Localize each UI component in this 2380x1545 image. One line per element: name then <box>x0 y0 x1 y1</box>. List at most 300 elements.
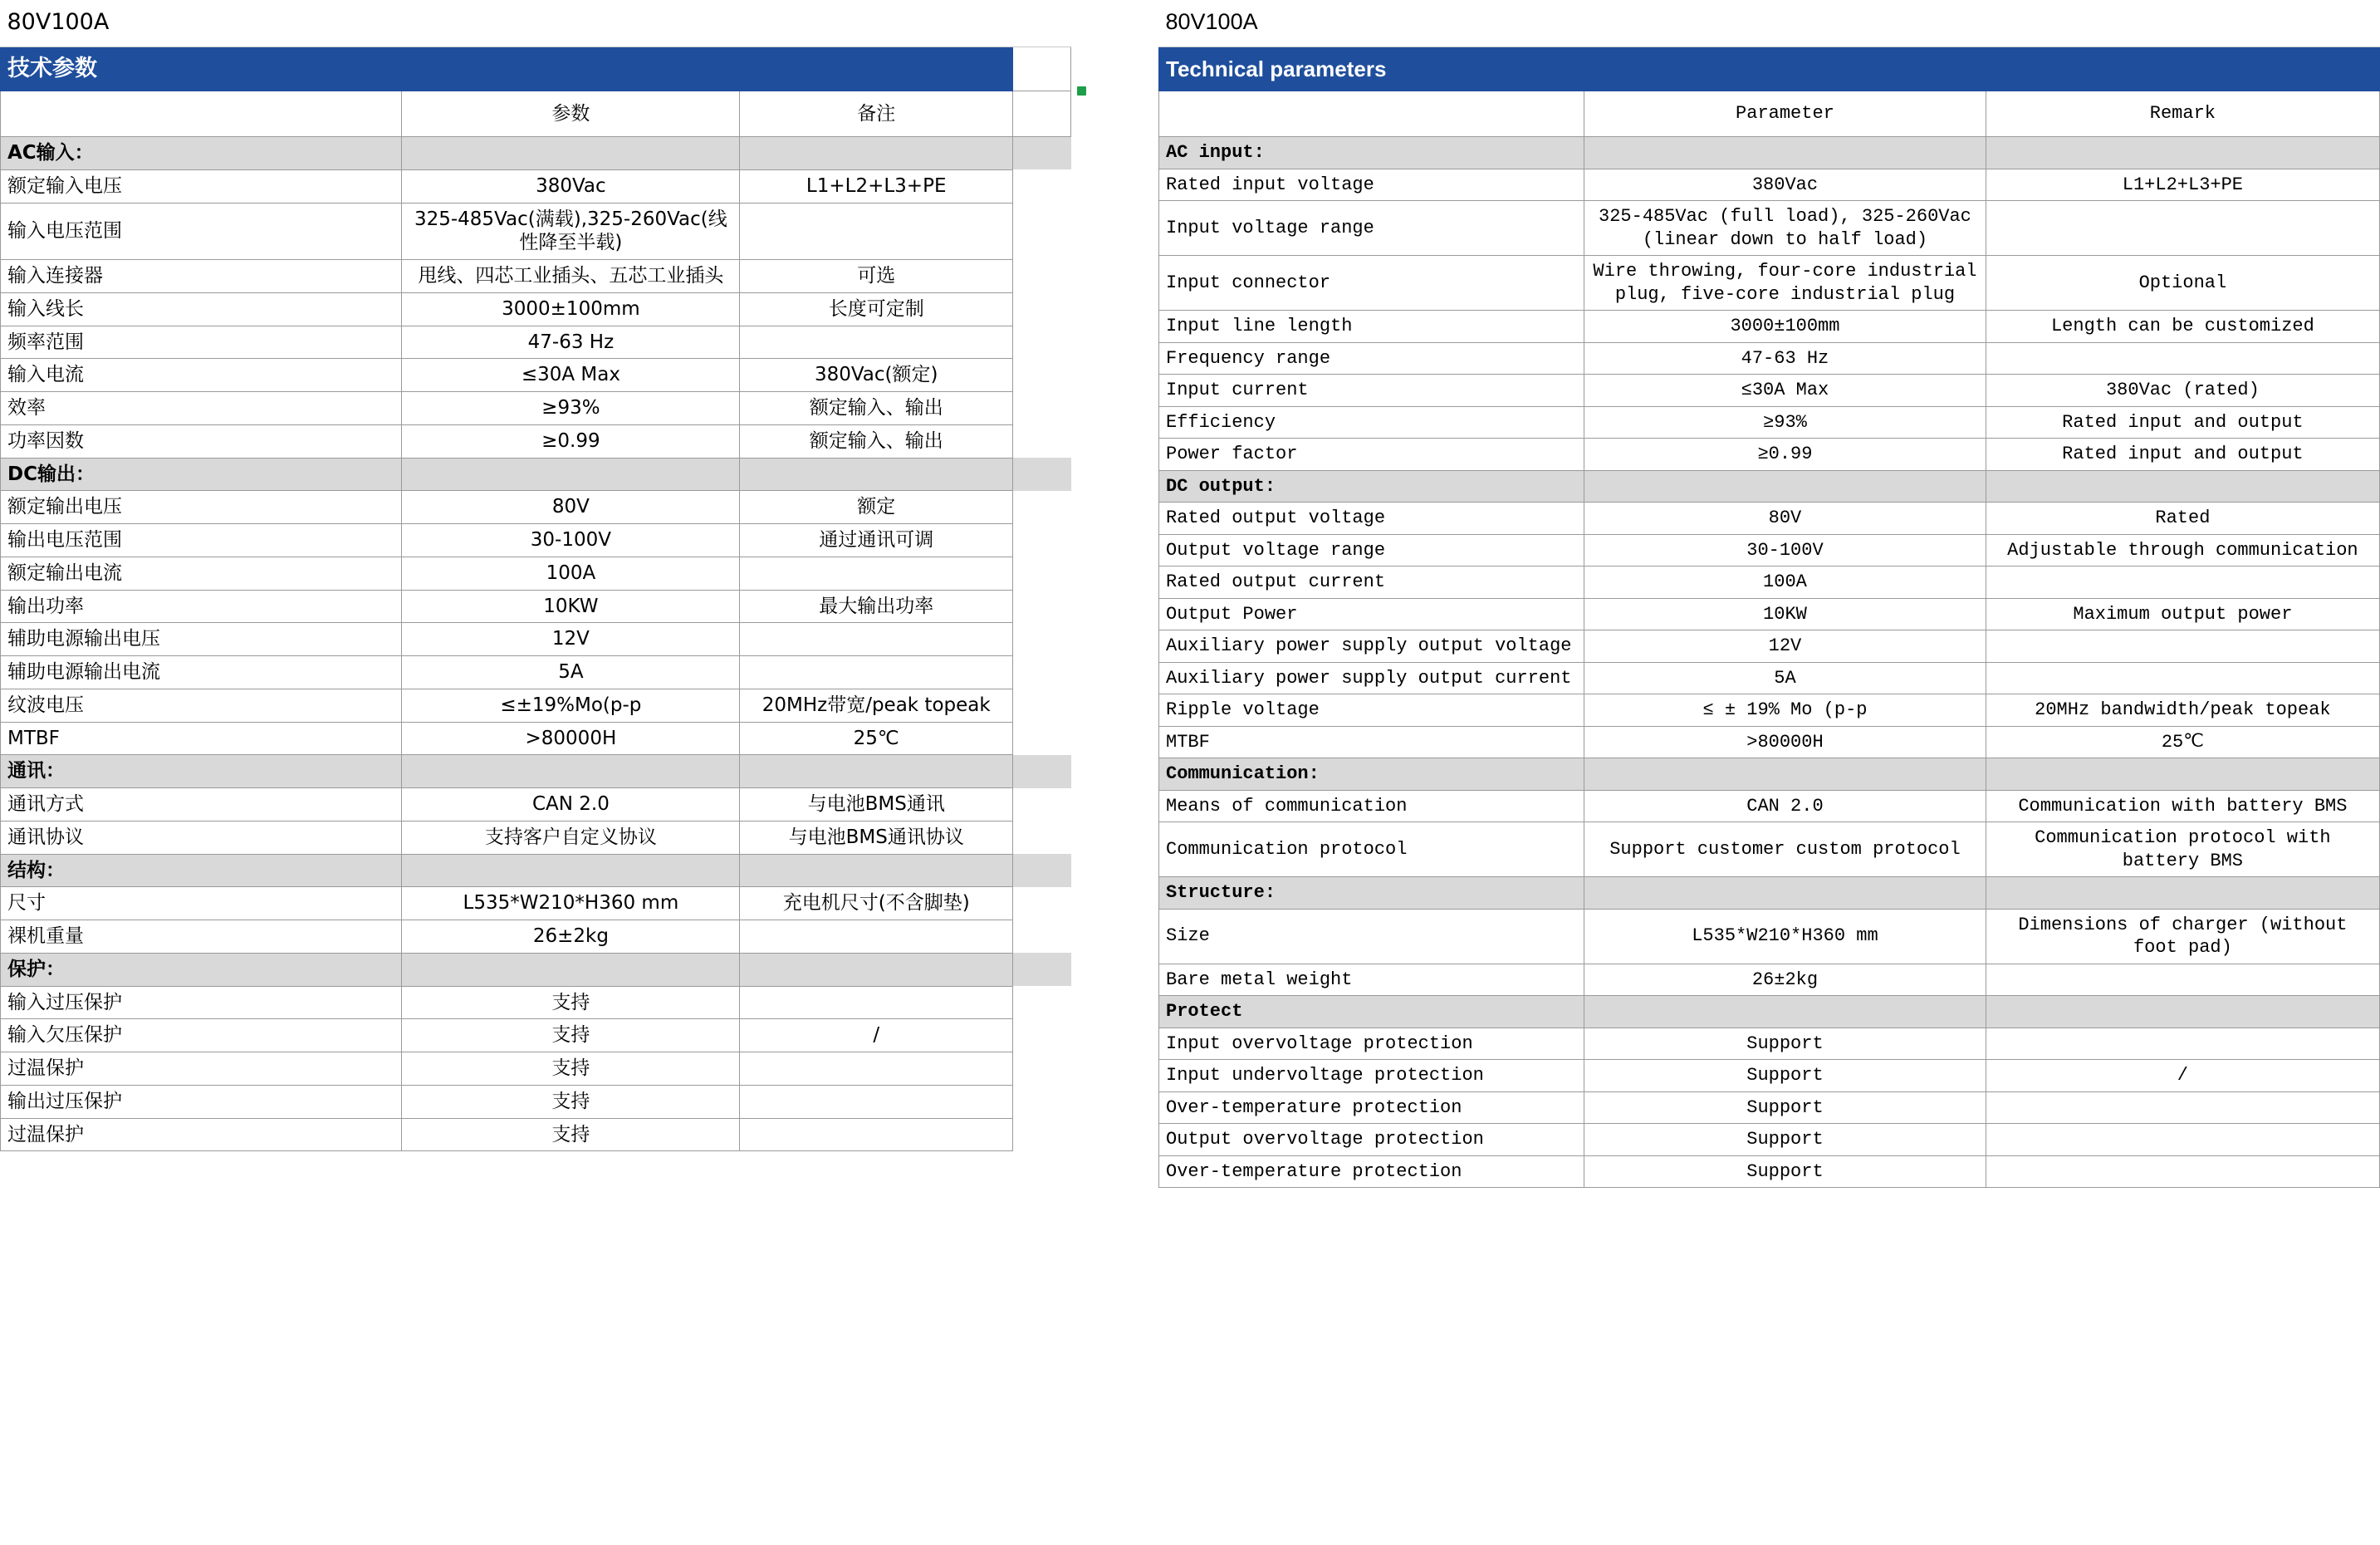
english-column-header-row <box>1159 91 2380 137</box>
row-remark: 与电池BMS通讯协议 <box>740 821 1013 854</box>
row-label: Over-temperature protection <box>1159 1155 1584 1188</box>
table-row <box>1 590 1071 623</box>
table-row <box>1 203 1071 260</box>
table-row <box>1159 790 2380 822</box>
row-spacer-cell <box>1013 953 1071 986</box>
section-label: 结构： <box>1 854 402 887</box>
row-label: Output overvoltage protection <box>1159 1124 1584 1156</box>
row-remark: 20MHz bandwidth/peak topeak <box>1986 694 2379 727</box>
row-spacer-cell <box>1013 1085 1071 1118</box>
row-label: 额定输出电流 <box>1 557 402 590</box>
row-spacer-cell <box>1013 854 1071 887</box>
row-label: MTBF <box>1159 726 1584 758</box>
section-row <box>1 953 1071 986</box>
row-remark <box>1986 630 2379 663</box>
row-remark: 与电池BMS通讯 <box>740 788 1013 822</box>
row-label: Rated input voltage <box>1159 169 1584 201</box>
row-label: Communication protocol <box>1159 822 1584 877</box>
row-remark <box>1986 1091 2379 1124</box>
row-parameter: 5A <box>402 656 740 689</box>
row-remark: 通过通讯可调 <box>740 524 1013 557</box>
row-remark <box>1986 201 2379 256</box>
row-parameter: ≤30A Max <box>402 359 740 392</box>
row-label: 输入电流 <box>1 359 402 392</box>
english-title-row <box>1159 0 2380 47</box>
row-parameter: 380Vac <box>1584 169 1986 201</box>
row-remark: 可选 <box>740 260 1013 293</box>
row-parameter: 3000±100mm <box>402 292 740 326</box>
row-label: Frequency range <box>1159 342 1584 375</box>
table-row <box>1159 406 2380 439</box>
row-remark: Rated <box>1986 503 2379 535</box>
table-row <box>1159 439 2380 471</box>
table-row <box>1 689 1071 722</box>
row-parameter: 支持 <box>402 1019 740 1052</box>
table-row <box>1159 566 2380 599</box>
section-param-cell <box>402 854 740 887</box>
row-spacer-cell <box>1013 203 1071 260</box>
row-label: 尺寸 <box>1 887 402 920</box>
section-row <box>1159 996 2380 1028</box>
section-label: AC input: <box>1159 137 1584 169</box>
table-row <box>1 1085 1071 1118</box>
section-label: Structure: <box>1159 877 1584 910</box>
row-remark <box>1986 566 2379 599</box>
chinese-spec-table <box>0 0 1071 1151</box>
chinese-header-band-row <box>1 47 1071 91</box>
table-row <box>1 1118 1071 1151</box>
chinese-title-blank-3 <box>1013 0 1071 47</box>
row-remark <box>740 986 1013 1019</box>
row-label: 额定输出电压 <box>1 491 402 524</box>
section-row <box>1 458 1071 491</box>
row-parameter: Support <box>1584 1028 1986 1060</box>
row-spacer-cell <box>1013 887 1071 920</box>
row-parameter: CAN 2.0 <box>402 788 740 822</box>
chinese-model-title: 80V100A <box>1 0 402 47</box>
row-parameter: 100A <box>402 557 740 590</box>
row-parameter: ≥0.99 <box>402 424 740 458</box>
row-remark: Communication protocol with battery BMS <box>1986 822 2379 877</box>
row-label: 输入电压范围 <box>1 203 402 260</box>
section-label: 通讯： <box>1 755 402 788</box>
row-label: Input line length <box>1159 311 1584 343</box>
row-spacer-cell <box>1013 590 1071 623</box>
row-parameter: Support <box>1584 1155 1986 1188</box>
row-parameter: 甩线、四芯工业插头、五芯工业插头 <box>402 260 740 293</box>
row-remark <box>740 1052 1013 1086</box>
section-row <box>1159 470 2380 503</box>
row-parameter: 支持 <box>402 986 740 1019</box>
section-param-cell <box>402 458 740 491</box>
row-parameter: L535*W210*H360 mm <box>1584 909 1986 964</box>
row-parameter: 10KW <box>1584 598 1986 630</box>
row-parameter: ≥0.99 <box>1584 439 1986 471</box>
row-label: Auxiliary power supply output voltage <box>1159 630 1584 663</box>
section-remark-cell <box>1986 996 2379 1028</box>
chinese-title-blank-1 <box>402 0 740 47</box>
row-remark: 额定输入、输出 <box>740 392 1013 425</box>
table-row <box>1159 1124 2380 1156</box>
section-param-cell <box>1584 470 1986 503</box>
row-parameter: 支持 <box>402 1085 740 1118</box>
chinese-table-body <box>1 0 1071 1151</box>
row-remark: Maximum output power <box>1986 598 2379 630</box>
chinese-header-band-label: 技术参数 <box>1 47 1013 91</box>
section-remark-cell <box>1986 758 2379 791</box>
row-parameter: 26±2kg <box>1584 964 1986 996</box>
row-remark: 20MHz带宽/peak topeak <box>740 689 1013 722</box>
table-row <box>1 920 1071 954</box>
english-header-band-row <box>1159 47 2380 91</box>
chinese-title-blank-2 <box>740 0 1013 47</box>
row-parameter: 30-100V <box>402 524 740 557</box>
english-table-body <box>1159 0 2380 1188</box>
table-row <box>1159 1028 2380 1060</box>
row-spacer-cell <box>1013 557 1071 590</box>
row-label: 额定输入电压 <box>1 169 402 203</box>
row-remark: Length can be customized <box>1986 311 2379 343</box>
row-remark: / <box>740 1019 1013 1052</box>
row-remark <box>740 656 1013 689</box>
table-row <box>1 623 1071 656</box>
section-remark-cell <box>740 953 1013 986</box>
row-spacer-cell <box>1013 1052 1071 1086</box>
table-row <box>1159 1091 2380 1124</box>
table-row <box>1159 311 2380 343</box>
row-label: 辅助电源输出电流 <box>1 656 402 689</box>
row-label: Rated output current <box>1159 566 1584 599</box>
row-remark: 充电机尺寸(不含脚垫) <box>740 887 1013 920</box>
row-label: Input current <box>1159 375 1584 407</box>
row-remark <box>740 326 1013 359</box>
section-label: DC输出： <box>1 458 402 491</box>
green-marker-icon <box>1077 86 1086 96</box>
section-param-cell <box>1584 996 1986 1028</box>
row-label: 输入过压保护 <box>1 986 402 1019</box>
table-row <box>1 169 1071 203</box>
section-param-cell <box>1584 877 1986 910</box>
row-label: Input voltage range <box>1159 201 1584 256</box>
section-remark-cell <box>740 458 1013 491</box>
row-label: Ripple voltage <box>1159 694 1584 727</box>
row-remark: Dimensions of charger (without foot pad) <box>1986 909 2379 964</box>
chinese-colhead-parameter: 参数 <box>402 91 740 137</box>
table-row <box>1 424 1071 458</box>
table-row <box>1159 630 2380 663</box>
row-parameter: Support <box>1584 1091 1986 1124</box>
section-row <box>1159 137 2380 169</box>
table-row <box>1 788 1071 822</box>
section-label: Communication: <box>1159 758 1584 791</box>
row-parameter: Support <box>1584 1060 1986 1092</box>
row-label: Output voltage range <box>1159 534 1584 566</box>
row-remark <box>1986 342 2379 375</box>
table-row <box>1159 375 2380 407</box>
row-label: MTBF <box>1 722 402 755</box>
row-label: 通讯协议 <box>1 821 402 854</box>
row-parameter: 325-485Vac (full load), 325-260Vac (linear down to half load) <box>1584 201 1986 256</box>
table-row <box>1159 822 2380 877</box>
chinese-colhead-spacer <box>1013 91 1071 137</box>
row-spacer-cell <box>1013 920 1071 954</box>
row-parameter: 26±2kg <box>402 920 740 954</box>
table-row <box>1 821 1071 854</box>
row-parameter: Wire throwing, four-core industrial plug, five-core industrial plug <box>1584 256 1986 311</box>
row-remark: / <box>1986 1060 2379 1092</box>
section-label: AC输入： <box>1 137 402 170</box>
row-remark: 额定 <box>740 491 1013 524</box>
english-title-blank-2 <box>1986 0 2379 47</box>
english-colhead-remark: Remark <box>1986 91 2379 137</box>
row-remark: 长度可定制 <box>740 292 1013 326</box>
row-remark <box>740 1085 1013 1118</box>
row-label: 频率范围 <box>1 326 402 359</box>
row-remark: 25℃ <box>1986 726 2379 758</box>
row-remark: Rated input and output <box>1986 439 2379 471</box>
row-label: Input undervoltage protection <box>1159 1060 1584 1092</box>
english-title-blank-1 <box>1584 0 1986 47</box>
row-parameter: 10KW <box>402 590 740 623</box>
table-row <box>1159 598 2380 630</box>
row-remark: L1+L2+L3+PE <box>740 169 1013 203</box>
table-row <box>1 557 1071 590</box>
row-parameter: 80V <box>402 491 740 524</box>
table-row <box>1159 169 2380 201</box>
row-spacer-cell <box>1013 722 1071 755</box>
table-row <box>1 722 1071 755</box>
row-label: 输入线长 <box>1 292 402 326</box>
table-row <box>1 260 1071 293</box>
row-remark <box>1986 1155 2379 1188</box>
row-label: 辅助电源输出电压 <box>1 623 402 656</box>
row-parameter: ≤±19%Mo(p-p <box>402 689 740 722</box>
section-param-cell <box>1584 758 1986 791</box>
row-remark <box>1986 1124 2379 1156</box>
section-label: Protect <box>1159 996 1584 1028</box>
row-remark: 最大输出功率 <box>740 590 1013 623</box>
section-label: DC output: <box>1159 470 1584 503</box>
row-parameter: 47-63 Hz <box>1584 342 1986 375</box>
row-remark <box>1986 1028 2379 1060</box>
section-remark-cell <box>1986 877 2379 910</box>
table-row <box>1 524 1071 557</box>
row-remark: Communication with battery BMS <box>1986 790 2379 822</box>
english-colhead-parameter: Parameter <box>1584 91 1986 137</box>
english-spec-panel <box>1158 0 2380 1188</box>
row-label: 效率 <box>1 392 402 425</box>
row-label: Means of communication <box>1159 790 1584 822</box>
row-parameter: L535*W210*H360 mm <box>402 887 740 920</box>
row-label: 过温保护 <box>1 1118 402 1151</box>
table-row <box>1 656 1071 689</box>
row-label: 过温保护 <box>1 1052 402 1086</box>
table-row <box>1 986 1071 1019</box>
section-param-cell <box>402 953 740 986</box>
table-row <box>1 491 1071 524</box>
section-remark-cell <box>740 854 1013 887</box>
table-row <box>1 359 1071 392</box>
row-spacer-cell <box>1013 169 1071 203</box>
table-row <box>1159 662 2380 694</box>
row-label: 输出功率 <box>1 590 402 623</box>
section-param-cell <box>402 137 740 170</box>
row-parameter: 325-485Vac(满载),325-260Vac(线性降至半载) <box>402 203 740 260</box>
row-spacer-cell <box>1013 821 1071 854</box>
row-label: 通讯方式 <box>1 788 402 822</box>
section-param-cell <box>402 755 740 788</box>
row-spacer-cell <box>1013 292 1071 326</box>
row-remark: 25℃ <box>740 722 1013 755</box>
table-row <box>1 392 1071 425</box>
row-label: Input connector <box>1159 256 1584 311</box>
english-model-title: 80V100A <box>1159 0 1584 47</box>
row-remark: Adjustable through communication <box>1986 534 2379 566</box>
row-parameter: 支持 <box>402 1118 740 1151</box>
section-row <box>1 854 1071 887</box>
section-row <box>1159 877 2380 910</box>
row-parameter: >80000H <box>1584 726 1986 758</box>
chinese-spec-panel <box>0 0 1071 1151</box>
row-spacer-cell <box>1013 524 1071 557</box>
row-parameter: 80V <box>1584 503 1986 535</box>
row-spacer-cell <box>1013 689 1071 722</box>
row-spacer-cell <box>1013 424 1071 458</box>
row-parameter: 47-63 Hz <box>402 326 740 359</box>
row-remark <box>740 203 1013 260</box>
row-label: Output Power <box>1159 598 1584 630</box>
row-label: Bare metal weight <box>1159 964 1584 996</box>
row-parameter: ≥93% <box>1584 406 1986 439</box>
row-parameter: Support customer custom protocol <box>1584 822 1986 877</box>
section-row <box>1 137 1071 170</box>
chinese-header-band-spacer <box>1013 47 1071 91</box>
row-label: Efficiency <box>1159 406 1584 439</box>
table-row <box>1 326 1071 359</box>
table-row <box>1159 964 2380 996</box>
section-row <box>1159 758 2380 791</box>
row-parameter: ≥93% <box>402 392 740 425</box>
row-remark <box>740 920 1013 954</box>
row-label: 输出过压保护 <box>1 1085 402 1118</box>
chinese-colhead-blank <box>1 91 402 137</box>
row-parameter: 支持客户自定义协议 <box>402 821 740 854</box>
row-remark <box>740 557 1013 590</box>
table-row <box>1159 1060 2380 1092</box>
table-row <box>1 1019 1071 1052</box>
section-remark-cell <box>1986 470 2379 503</box>
row-parameter: 100A <box>1584 566 1986 599</box>
row-spacer-cell <box>1013 458 1071 491</box>
table-row <box>1159 342 2380 375</box>
table-row <box>1 292 1071 326</box>
row-remark <box>1986 964 2379 996</box>
row-spacer-cell <box>1013 491 1071 524</box>
row-label: 纹波电压 <box>1 689 402 722</box>
table-row <box>1159 534 2380 566</box>
row-spacer-cell <box>1013 359 1071 392</box>
row-remark: L1+L2+L3+PE <box>1986 169 2379 201</box>
row-parameter: >80000H <box>402 722 740 755</box>
chinese-title-row <box>1 0 1071 47</box>
row-spacer-cell <box>1013 788 1071 822</box>
row-label: Input overvoltage protection <box>1159 1028 1584 1060</box>
section-remark-cell <box>1986 137 2379 169</box>
row-remark: 额定输入、输出 <box>740 424 1013 458</box>
table-row <box>1159 909 2380 964</box>
row-parameter: 支持 <box>402 1052 740 1086</box>
row-remark <box>740 623 1013 656</box>
row-parameter: ≤ ± 19% Mo (p-p <box>1584 694 1986 727</box>
section-label: 保护： <box>1 953 402 986</box>
english-spec-table <box>1158 0 2380 1188</box>
table-row <box>1159 726 2380 758</box>
row-label: 裸机重量 <box>1 920 402 954</box>
row-parameter: 30-100V <box>1584 534 1986 566</box>
row-remark: Optional <box>1986 256 2379 311</box>
row-label: Power factor <box>1159 439 1584 471</box>
table-row <box>1 1052 1071 1086</box>
table-row <box>1159 256 2380 311</box>
section-remark-cell <box>740 755 1013 788</box>
table-row <box>1159 503 2380 535</box>
row-label: Rated output voltage <box>1159 503 1584 535</box>
chinese-colhead-remark: 备注 <box>740 91 1013 137</box>
row-label: 输入连接器 <box>1 260 402 293</box>
row-spacer-cell <box>1013 623 1071 656</box>
chinese-column-header-row <box>1 91 1071 137</box>
row-spacer-cell <box>1013 1019 1071 1052</box>
english-colhead-blank <box>1159 91 1584 137</box>
row-spacer-cell <box>1013 326 1071 359</box>
row-spacer-cell <box>1013 986 1071 1019</box>
row-spacer-cell <box>1013 656 1071 689</box>
row-remark <box>740 1118 1013 1151</box>
row-parameter: CAN 2.0 <box>1584 790 1986 822</box>
row-parameter: 12V <box>1584 630 1986 663</box>
table-row <box>1159 1155 2380 1188</box>
section-row <box>1 755 1071 788</box>
row-parameter: ≤30A Max <box>1584 375 1986 407</box>
row-label: Auxiliary power supply output current <box>1159 662 1584 694</box>
row-label: 输入欠压保护 <box>1 1019 402 1052</box>
row-remark: 380Vac (rated) <box>1986 375 2379 407</box>
row-spacer-cell <box>1013 392 1071 425</box>
row-remark <box>1986 662 2379 694</box>
row-spacer-cell <box>1013 137 1071 170</box>
row-label: 功率因数 <box>1 424 402 458</box>
row-label: Over-temperature protection <box>1159 1091 1584 1124</box>
section-param-cell <box>1584 137 1986 169</box>
row-parameter: 3000±100mm <box>1584 311 1986 343</box>
row-parameter: Support <box>1584 1124 1986 1156</box>
row-parameter: 5A <box>1584 662 1986 694</box>
row-spacer-cell <box>1013 1118 1071 1151</box>
row-label: Size <box>1159 909 1584 964</box>
row-parameter: 380Vac <box>402 169 740 203</box>
table-row <box>1159 694 2380 727</box>
row-spacer-cell <box>1013 755 1071 788</box>
row-remark: 380Vac(额定) <box>740 359 1013 392</box>
row-spacer-cell <box>1013 260 1071 293</box>
english-header-band-label: Technical parameters <box>1159 47 2380 91</box>
row-remark: Rated input and output <box>1986 406 2379 439</box>
section-remark-cell <box>740 137 1013 170</box>
row-label: 输出电压范围 <box>1 524 402 557</box>
row-parameter: 12V <box>402 623 740 656</box>
table-row <box>1159 201 2380 256</box>
table-row <box>1 887 1071 920</box>
